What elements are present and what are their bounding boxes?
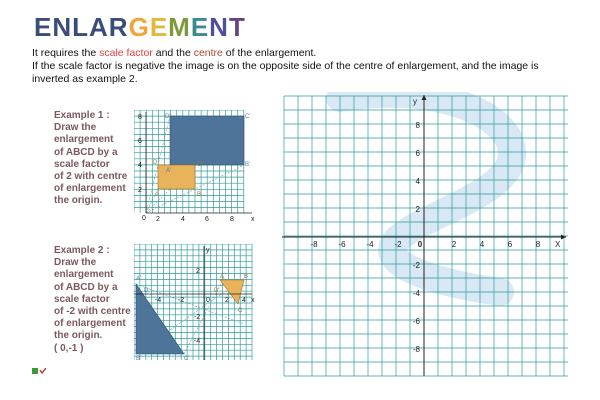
point-label: B' [245, 162, 251, 168]
y-tick-label: 8 [138, 114, 142, 121]
x-axis-arrow-icon [561, 235, 566, 240]
x-tick-label: 4 [479, 240, 485, 249]
title-letter: R [108, 12, 129, 42]
enlarged-triangle [136, 284, 184, 354]
example-1-line: of ABCD by a [54, 146, 118, 158]
intro-text-run: It requires the [32, 47, 100, 59]
y-axis-label: y [413, 97, 417, 106]
x-tick-label: -4 [366, 240, 374, 249]
example-2-grid [134, 244, 256, 362]
x-tick-label: 8 [230, 216, 234, 223]
x-tick-label: -2 [177, 297, 185, 304]
title-letter: N [52, 12, 73, 42]
x-axis-label: x [251, 297, 255, 304]
point-label: D' [165, 114, 171, 120]
original-rectangle [158, 165, 195, 189]
point-label: C [197, 162, 202, 168]
example-1-line: of enlargement [54, 183, 126, 195]
x-tick-label: -6 [338, 240, 346, 249]
title-letter: N [209, 12, 229, 42]
point-label: B [244, 274, 249, 280]
flag-logo-icon [32, 368, 46, 374]
example-2-line: of -2 with centre [54, 306, 131, 318]
y-tick-label: 2 [196, 268, 200, 275]
example-2-line: scale factor [54, 293, 110, 305]
example-2-line: Draw the [54, 257, 97, 269]
intro-paragraph-1 [32, 47, 572, 60]
page-title [34, 12, 246, 42]
point-label: A [220, 274, 225, 280]
y-tick-label: 4 [415, 177, 420, 186]
origin-label: 0 [142, 215, 146, 222]
background-watermark [340, 94, 512, 292]
x-tick-label: 2 [156, 216, 160, 223]
example-2-line: of enlargement [54, 318, 126, 330]
example-1-line: enlargement [54, 134, 114, 146]
title-letter: E [149, 12, 169, 42]
x-tick-label: 6 [507, 240, 513, 249]
title-letter: L [72, 12, 90, 42]
example-2-line: enlargement [54, 269, 114, 281]
example-1-line: scale factor [54, 158, 110, 170]
example-1-grid [134, 110, 256, 223]
point-label: B' [136, 356, 142, 362]
y-tick-label: -4 [412, 289, 420, 298]
y-axis-label: y [206, 247, 210, 254]
y-tick-label: 6 [415, 149, 420, 158]
y-tick-label: 2 [138, 187, 142, 194]
intro-paragraph-2: If the scale factor is negative the image is on the opposite side of the centre of enlargement, and the image is inverted as example 2. [32, 60, 539, 85]
example-1-line: of 2 with centre [54, 171, 128, 183]
intro-text [32, 47, 572, 86]
example-2-line: of ABCD by a [54, 281, 118, 293]
example-1-line: the origin. [54, 195, 103, 207]
intro-text-run: and the [152, 47, 194, 59]
y-tick-label: 4 [138, 162, 142, 169]
origin-label: 0 [417, 240, 423, 249]
scale-factor-term: scale factor [99, 47, 153, 59]
example-1-line: Draw the [54, 122, 97, 134]
point-label: D [214, 288, 219, 294]
point-label: D [153, 160, 158, 166]
point-label: A' [166, 168, 172, 174]
y-tick-label: -2 [412, 261, 420, 270]
point-label: D' [144, 288, 150, 294]
y-tick-label: 8 [415, 121, 420, 130]
x-tick-label: 4 [181, 216, 185, 223]
y-tick-label: -2 [193, 314, 201, 321]
enlarged-rectangle [170, 116, 244, 165]
main-coordinate-grid [280, 92, 572, 378]
x-tick-label: -8 [310, 240, 318, 249]
example-2-line: the origin. [54, 330, 103, 342]
x-tick-label: 8 [535, 240, 541, 249]
x-axis-label: X [555, 240, 561, 249]
title-letter: M [168, 12, 191, 42]
y-tick-label: -6 [412, 317, 420, 326]
centre-term: centre [193, 47, 223, 59]
example-2-line: Example 2 : [54, 245, 110, 256]
y-tick-label: 6 [138, 138, 142, 145]
title-letter: E [190, 12, 210, 42]
title-letter: T [228, 12, 246, 42]
example-1-text [54, 110, 127, 208]
intro-text-run: of the enlargement. [222, 47, 317, 59]
y-tick-label: -8 [412, 345, 420, 354]
x-axis-label: x [251, 216, 255, 223]
point-label: B [197, 192, 202, 198]
x-tick-label: 4 [242, 297, 246, 304]
y-tick-label: 2 [415, 205, 420, 214]
x-tick-label: 2 [225, 297, 229, 304]
grid-lines [284, 96, 568, 376]
title-letter: A [89, 12, 109, 42]
title-letter: E [34, 12, 53, 42]
x-tick-label: 6 [205, 216, 209, 223]
x-tick-label: -4 [154, 297, 162, 304]
point-label: A [155, 192, 160, 198]
y-tick-label: -4 [193, 338, 201, 345]
point-label: C' [245, 114, 251, 120]
example-2-line: ( 0,-1 ) [54, 342, 84, 354]
point-label: A' [136, 276, 142, 282]
x-tick-label: -2 [394, 240, 402, 249]
origin-label: 0 [206, 297, 210, 304]
point-label: C [238, 308, 243, 314]
example-2-text [54, 245, 131, 355]
x-tick-label: 2 [451, 240, 457, 249]
title-letter: G [128, 12, 150, 42]
point-label: C' [184, 356, 190, 362]
example-1-line: Example 1 : [54, 110, 110, 121]
